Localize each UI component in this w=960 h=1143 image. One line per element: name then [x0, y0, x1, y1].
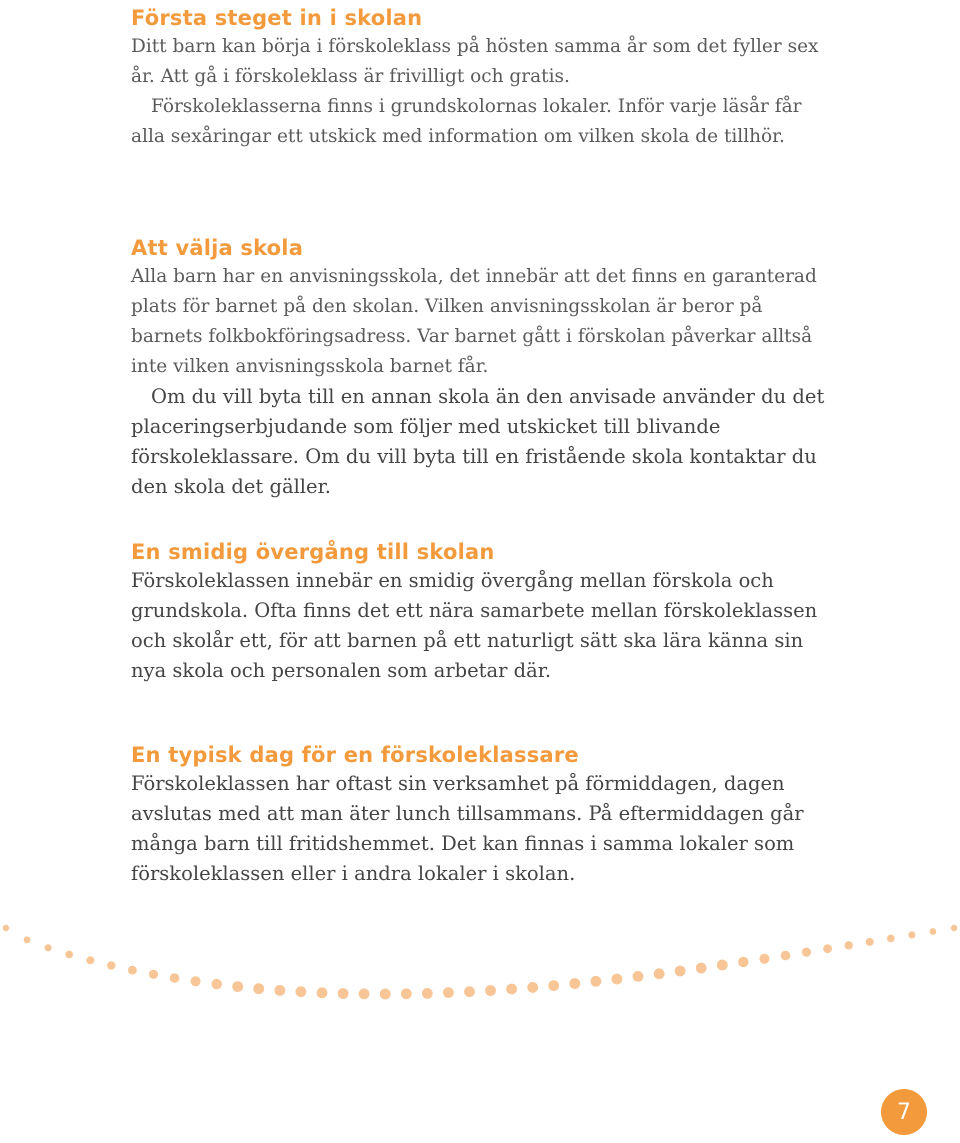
decorative-dot	[696, 963, 707, 974]
decorative-dot	[107, 961, 115, 969]
decorative-dot	[506, 984, 517, 995]
section-choose-school	[131, 234, 831, 502]
page-number: 7	[897, 1099, 911, 1125]
decorative-dot	[759, 954, 769, 964]
decorative-dot	[296, 986, 307, 997]
section-paragraph: Förskoleklassen innebär en smidig övergång mellan förskola och grundskola. Ofta finns det ett nära samarbete mellan förskoleklassen och skolår ett, för att barnen på ett naturligt sätt ska lära känna sin nya skola och personalen som arbetar där.	[131, 569, 818, 682]
decorative-dot	[401, 988, 412, 999]
section-heading: En typisk dag för en förskoleklassare	[131, 743, 579, 767]
decorative-dot	[3, 925, 9, 931]
decorative-dot	[951, 925, 957, 931]
decorative-dot-border	[0, 900, 960, 1010]
decorative-dot	[908, 931, 915, 938]
decorative-dot	[569, 978, 580, 989]
decorative-dot	[65, 951, 73, 959]
decorative-dot	[887, 935, 895, 943]
section-heading: Att välja skola	[131, 236, 304, 260]
decorative-dot	[866, 938, 874, 946]
decorative-dot	[464, 986, 475, 997]
decorative-dot	[527, 982, 538, 993]
decorative-dot	[86, 956, 94, 964]
decorative-dot	[654, 968, 665, 979]
section-paragraph: Alla barn har en anvisningsskola, det innebär att det finns en garanterad plats för barnet på den skolan. Vilken anvisningsskolan är beror på barnets folkbokföringsadress. Var barnet gått i förskolan påverkar alltså inte vilken anvisningsskola barnet får.	[131, 266, 817, 377]
section-paragraph: Ditt barn kan börja i förskoleklass på hösten samma år som det fyller sex år. Att gå i förskoleklass är frivilligt och gratis.	[131, 36, 819, 87]
page-number-badge	[881, 1089, 927, 1135]
decorative-dot	[738, 957, 748, 967]
decorative-dot	[675, 966, 686, 977]
section-smooth-transition	[131, 538, 831, 686]
decorative-dot	[128, 966, 137, 975]
decorative-dot	[149, 970, 158, 979]
decorative-dot	[359, 989, 370, 1000]
decorative-dot	[253, 983, 264, 994]
decorative-dot	[612, 974, 623, 985]
section-paragraph: Förskoleklassen har oftast sin verksamhet på förmiddagen, dagen avslutas med att man äter lunch tillsammans. På eftermiddagen går många barn till fritidshemmet. Det kan finnas i samma lokaler som förskoleklassen eller i andra lokaler i skolan.	[131, 772, 804, 885]
decorative-dot	[443, 987, 454, 998]
section-heading: En smidig övergång till skolan	[131, 540, 495, 564]
decorative-dot	[781, 951, 791, 961]
decorative-dot	[45, 944, 52, 951]
section-heading: Första steget in i skolan	[131, 6, 423, 30]
decorative-dot	[212, 979, 222, 989]
section-paragraph: Om du vill byta till en annan skola än den anvisade använder du det placeringserbjudande som följer med utskicket till blivande förskoleklassare. Om du vill byta till en fristående skola kontaktar du den skola det gäller.	[131, 385, 825, 498]
decorative-dot	[633, 971, 644, 982]
decorative-dot	[191, 976, 201, 986]
decorative-dot	[823, 944, 832, 953]
decorative-dot	[422, 988, 433, 999]
decorative-dot	[930, 928, 937, 935]
decorative-dot	[802, 948, 811, 957]
section-first-step	[131, 4, 831, 152]
decorative-dot	[845, 941, 853, 949]
section-typical-day	[131, 741, 831, 889]
decorative-dot	[548, 980, 559, 991]
decorative-dot	[591, 976, 602, 987]
decorative-dot	[485, 985, 496, 996]
decorative-dot	[717, 960, 728, 971]
decorative-dot	[317, 987, 328, 998]
decorative-dot	[380, 989, 391, 1000]
decorative-dot	[232, 981, 243, 992]
decorative-dot	[275, 985, 286, 996]
decorative-dot	[338, 988, 349, 999]
decorative-dot	[24, 937, 31, 944]
decorative-dot	[170, 973, 180, 983]
section-paragraph: Förskoleklasserna finns i grundskolornas lokaler. Inför varje läsår får alla sexåringar ett utskick med information om vilken skola de tillhör.	[131, 96, 802, 147]
